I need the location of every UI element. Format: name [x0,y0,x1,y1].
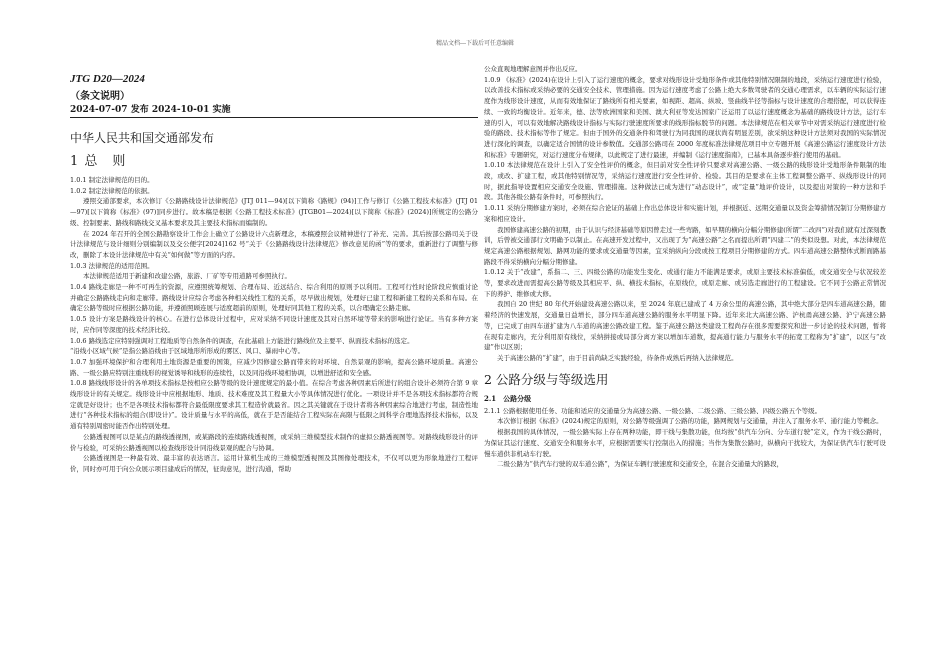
document-subtitle: （条文说明） [70,91,130,102]
paragraph: 1.0.9 《标准》(2024)在设计上引入了运行速度的概念，要求对线形设计受地形条件或其他特别情况限制的地段，采纳运行速度进行检验，以改善技术指标或采纳必要的交通安全技术、管理措施。因为运行速度考虑了公路上绝大多数驾驶者的交通心理需求，以车辆的实际运行速度作为线形设计速度，从而有效地保证了路线所有相关要素，如视距、超高、纵坡、竖曲线半径等指标与设计速度的合理搭配，可以获得连续、一致的均衡设计。近年来，德、法等欧洲国家和美国、澳大利亚等发达国家广泛运用了以运行速度概念为基础的路线设计方法，运行车速的引入，可以有效地解决路线设计指标与实际行驶速度所要求的线形指标脱节的问题。本法律规范在相关章节中对需采纳运行速度进行检验的路段、技术指标等作了规定。但由于国外的交通条件和驾驶行为同我国的现状尚有明显差别，欲采纳这种设计方法须对我国的实际情况进行深化的调查，以确定适合国情的设计参数值。交通部公路司在 2000 年度标准法律规范项目中立专题开展《高速公路运行速度设计方法和标准》专题研究，对运行速度分布规律，以此规定了进行最速，并编制《运行速度指南》，已基本具备逐步推行使用的基础。 [484,75,886,159]
paragraph: 1.0.6 路线选定应特别强调对工程地质等自然条件的调查，在此基础上方能进行路线位及主要平、纵面技术指标的选定。 [70,336,414,345]
chapter-2-heading: 2 公路分级与等级选用 [484,371,609,387]
paragraph: 关于高速公路的“扩建”，由于目前尚缺乏实践经验，待条件成熟后再纳入法律规范。 [497,353,738,362]
paragraph: 1.0.4 路线走廊是一种不可再生的资源，应遵照统筹规划、合理布局、近远结合、综合利用的原则予以利用。工程可行性时论阶段应慎重讨论并确定公路路线走向和走廊带。路线设计应综合考虑各种相关线性工程的关系，尽早做出规划，处理好已建工程和新建工程的关系和布局。在确定公路等级时应根据公路功能，并遵循照顾连展与适度超前的原则，处理好同其他工程的关系，以合理确定公路走廊。 [70,283,478,313]
paragraph: 我国修建高速公路的初期，由于认识与经济基础等原因曾走过一些弯路，如早期的横向分幅分期修建(所谓“二改四”)对我们就有过深刻教训，后曾被交通部行文明确予以制止。在高速开发过程中，又出现了为“高速公路”之名而提出所谓“四建二”的类似设想。对此，本法律规范规定高速公路根据规划、路网功能的要求或交通量等因素，宜采纳纵向分段或按工程项目分期修建的方式。四车道高速公路整体式断面路基路段不得采纳横向分幅分期修建。 [484,225,886,266]
document-code: JTG D20—2024 [70,73,145,85]
publisher-line: 中华人民共和国交通部发布 [70,131,215,145]
paragraph: 1.0.8 路线线形设计的各单项技术指标是按相应公路等级的设计速度规定的最小值。在综合考虑各种因素后所进行的组合设计必须符合第 9 章线形设计的有关规定。线形设计中应根据地形、地质、技术难度及其工程量大小等具体情况进行优化。一项设计并不是各项技术指标都符合规定就是好设计；也不是各项技术指标都符合最低限度要求其工程造价就最省。因之其关键就在于设计者将各种因素综合地进行考虑，制造性地进行“各种技术指标的组合(即设计)”。设计质量与水平的高低，就在于是否能结合工程实际在高限与低限之间科学合理地选择技术指标，以及通有特别周密时能否作出特别处理。 [70,379,478,431]
paragraph: 1.0.5 设计方案是路线设计的核心。在进行总体设计过程中，应对采纳不同设计速度及其对自然环境等带来的影响进行论证。当有多种方案时，应作同等深度的技术经济比较。 [70,315,478,334]
section-2-1-heading: 2.1 公路分级 [484,393,532,403]
right-column [484,64,886,470]
paragraph: 二级公路为“供汽车行驶的双车道公路”，为保证车辆行驶速度和交通安全，在混合交通量大的路段， [497,460,784,469]
paragraph: 1.0.3 法律规范的适用范围。 [70,261,154,270]
paragraph: 1.0.10 本法律规范在设计上引入了安全性评价的概念，但目前对安全性评价只要求对高速公路、一级公路的线形设计受地形条件限制的地段，或改、扩建工程，或其他特别情况等，采纳运行速度进行安全性评价、检验。其目的是要求在主体工程调整公路平、纵线形设计的同时，据此指导设置相应交通安全设施、管理措施。这种做法已成为进行“动态设计”，或“定量”地评价设计，以及提出对策的一种方法和手段。其他各级公路有条件时，可参照执行。 [484,161,886,202]
header-note: 精品文档---下载后可任意编辑 [435,40,515,47]
paragraph: 本法律规范适用于新建和改建公路，旅游、厂矿等专用道路可参照执行。 [83,272,291,281]
paragraph: 本次修订根据《标准》(2024)规定的原则，对公路等级强调了公路的功能，路网规划与交通量，并注入了服务水平、通行能力等概念。 [497,417,883,426]
paragraph: 根据我国的具体情况，一级公路实际上存在两种功能，即干线与集散功能，但均按“供汽车分向、分车道行驶”定义，作为干线公路时，为保证其运行速度、交通安全和服务水平，应根据需要实行控制出入的措施；当作为集散公路时，纵横向干扰较大，为保证供汽车行驶可设慢车道供非机动车行驶。 [484,428,886,458]
paragraph: 1.0.2 制定法律规范的依据。 [70,186,154,195]
left-body-text [70,175,478,475]
paragraph: 1.0.12 关于“改建”，系指二、三、四级公路的功能发生变化、或通行能力不能满足要求，或原主要技术标准偏低，或交通安全与状况较差等，要求改进而需提高公路等级及其相应平、纵、横技术指标，在原线位，或原走廊、或另选走廊进行的工程建设。它不同于公路正常情况下的养护、维修或大修。 [484,268,886,298]
paragraph: 公路透视图是一种最有效、最丰富的表达语言。运用计算机生成的三维模型透视图及其图像处理技术，不仅可以更为形象地进行工程评价，同时亦可用于向公众展示项目建成后的情况，征询意见，进行沟通，帮助 [70,454,478,473]
paragraph: 我国自 20 世纪 80 年代开始建设高速公路以来，至 2024 年底已建成了 4 万余公里的高速公路，其中绝大部分是四车道高速公路，随着经济的快速发展，交通量日益增长，部分四车道高速公路的服务水平明显下降。近年来北大高速公路、沪杭甬高速公路、沪宁高速公路等，已完成了由四车道扩建为八车道的高速公路改建工程。鉴于高速公路这类建设工程尚存在很多需要探究和进一步讨论的技术问题，暂将在现有走廊内，充分利用原有线位，采纳拼接或局部分离方案以增加车道数，提高通行能力与服务水平的拓宽工程称为“扩建”，以区与“改建”作以区别； [484,300,886,352]
chapter-1-heading: 1 总 则 [70,154,127,169]
paragraph: 2.1.1 公路根据使用任务、功能和适应的交通量分为高速公路、一级公路、二级公路、三级公路、四级公路五个等级。 [484,406,822,415]
paragraph: 1.0.11 采纳分期修建方案时，必须在综合论证的基础上作出总体设计和实施计划，并根据近、远期交通量以及资金筹措情况制订分期修建方案和相应设计。 [484,204,886,223]
paragraph: 公众直观地理解意图并作出反应。 [484,65,582,73]
section-2-body-text [484,406,886,470]
publish-dates: 2024-07-07 发布 2024-10-01 实施 [70,104,478,118]
right-body-text [484,64,886,364]
paragraph: 1.0.7 加强环境保护和合理利用土地资源是重要的国策，应减少因修建公路而带来的对环境、自然景观的影响，提高公路环境质量。高速公路、一级公路应特别注重线形的视觉诱导和线形的连续性，以及同沿线环境相协调，以增进舒适和安全感。 [70,357,478,377]
paragraph: 1.0.1 制定法律规范的目的。 [70,176,154,184]
paragraph: “沿线小区域气候”是指公路沿线由于区域地形所形成的雾区、风口、暴雨中心等。 [70,347,305,356]
paragraph: 在 2024 年召开的全国公路勘察设计工作会上确立了公路设计六点新理念，本稿遵照会议精神进行了补充、完善。其后按部公路司关于设计法律规范与设计细则分别编制以及交公便字[2024]162 号“关于《公路路线设计法律规范》修改意见的函”等的要求，重新进行了调整与修改，删除了本设计法律规范中有关“如何做”等方面的内容。 [70,229,478,259]
paragraph: 遵照交通部要求，本次修订《公路路线设计法律规范》(JTJ 011—94)[以下简称《路规》(94)]工作与修订《公路工程技术标准》(JTJ 01—97)[以下简称《标准》(97)]同步进行。故本稿是根据《公路工程技术标准》(JTGB01—2024)[以下简称《标准》(2024)]所规定的公路分级、控制要素、路线和路线交叉基本要求及其主要技术指标而编制的。 [70,197,478,227]
paragraph: 公路透视图可以是某点的路线透视图，或某路段的连续路线透视图，或采纳三维模型技术制作的虚拟公路透视图等。对路线线形设计的评价与检验，可采纳公路透视图以检查线形设计同沿线景观的配合与协调。 [70,432,478,452]
left-column [70,64,478,475]
